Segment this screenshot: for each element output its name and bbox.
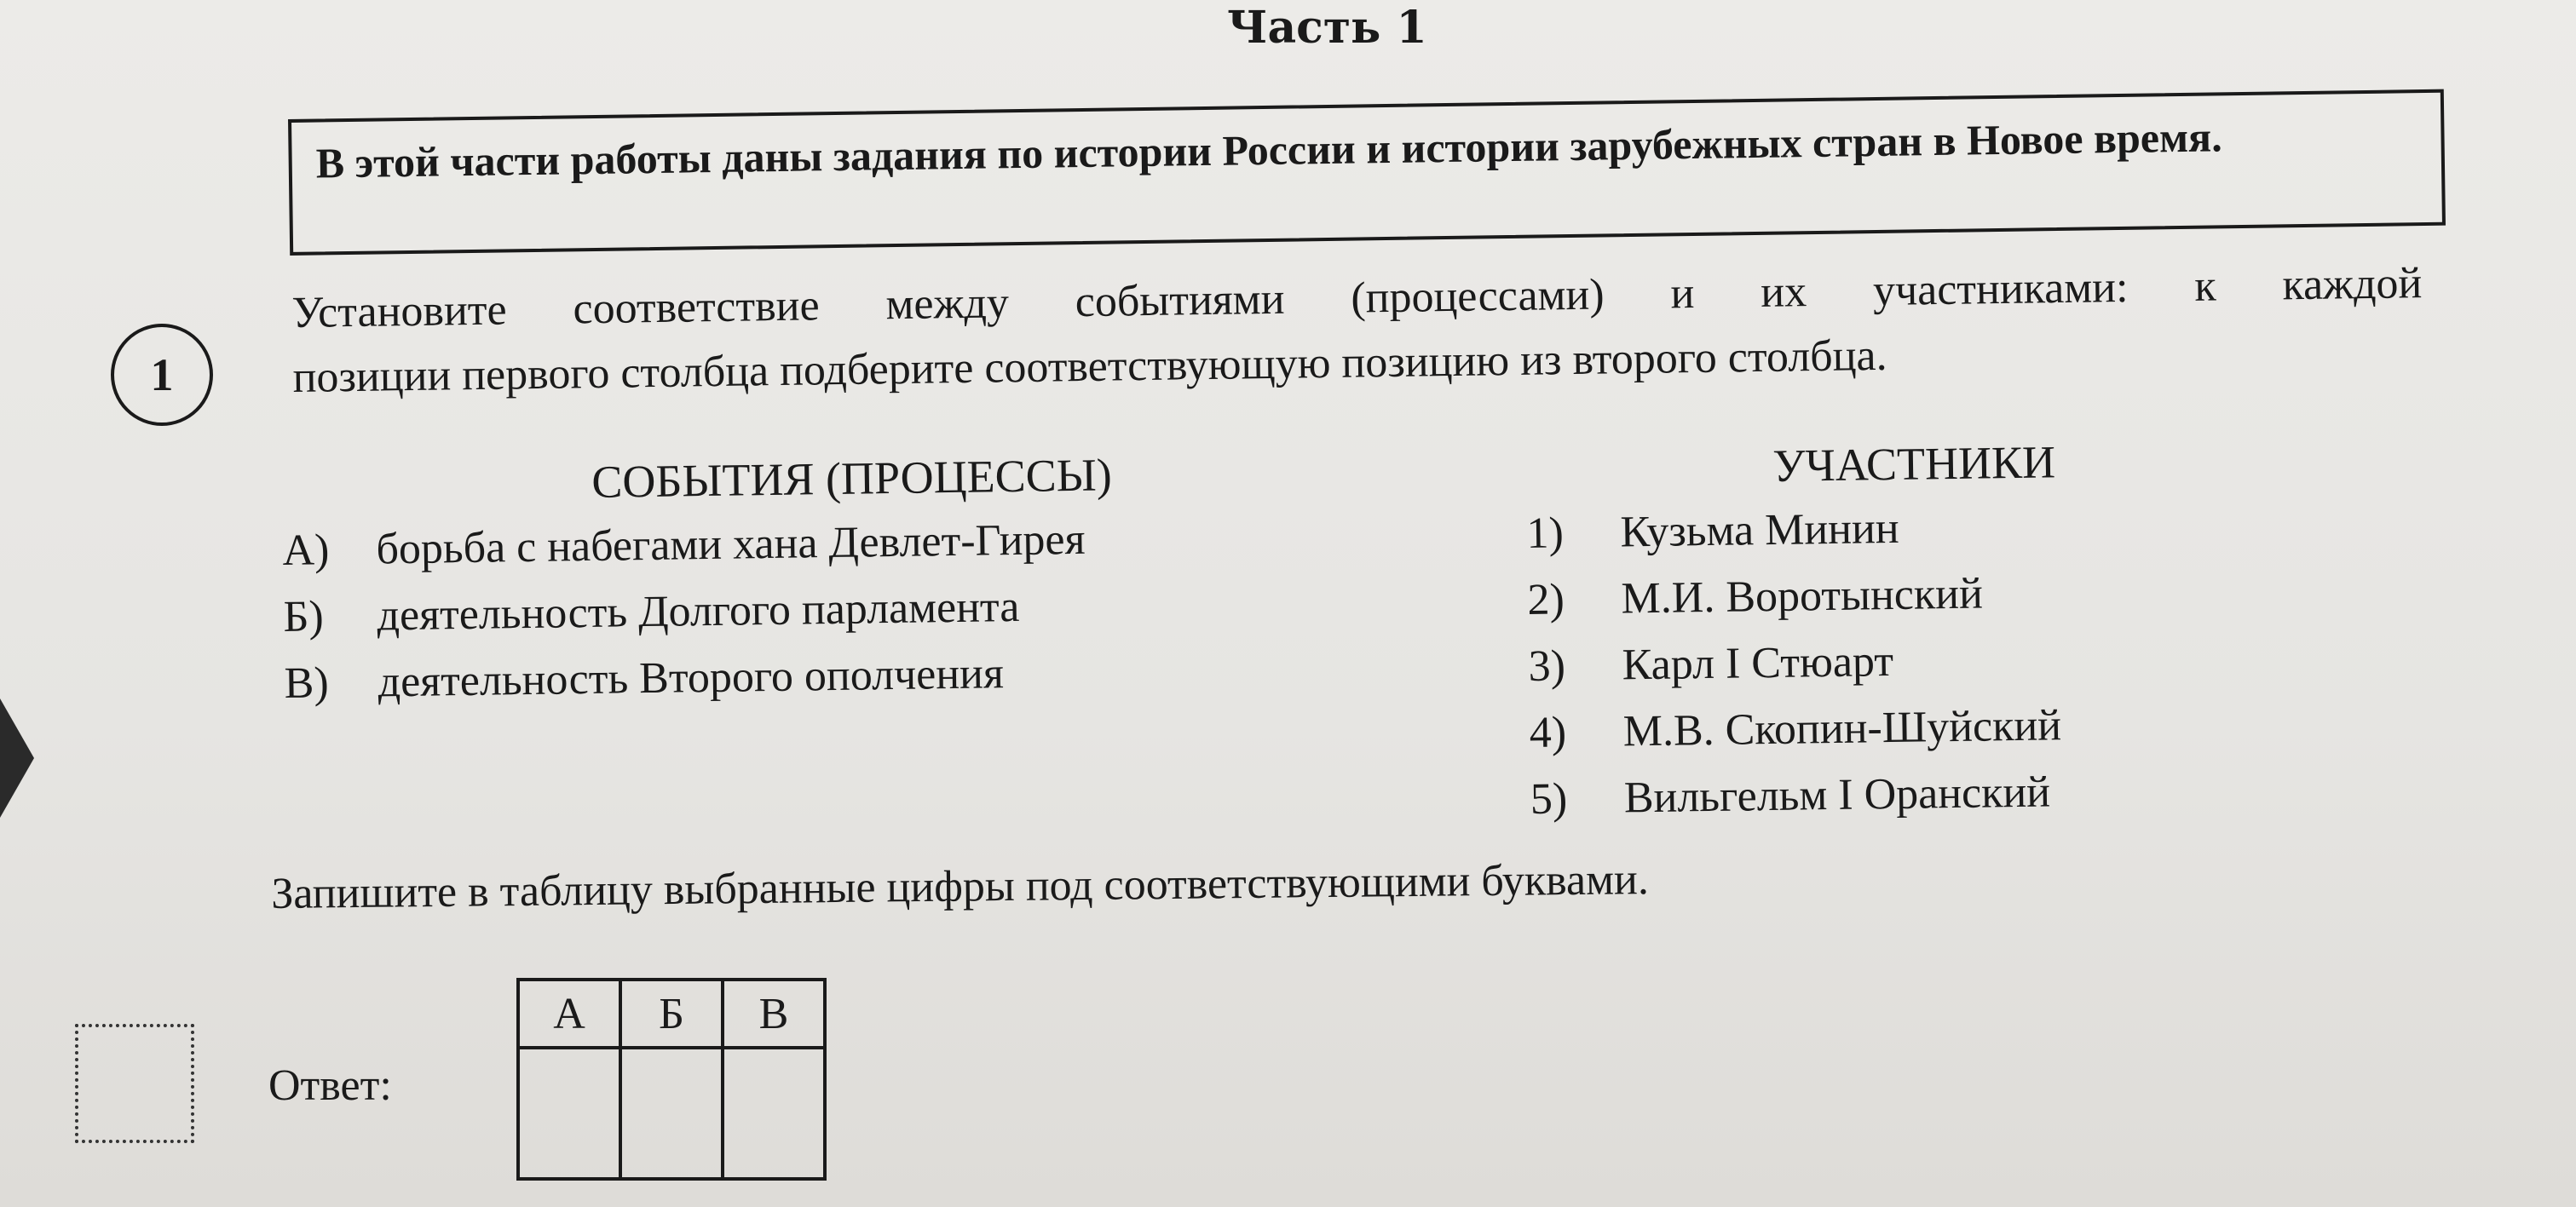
event-key: Б) xyxy=(283,592,325,641)
event-key: В) xyxy=(284,658,330,708)
answer-cell-v[interactable] xyxy=(723,1048,825,1179)
event-text: борьба с набегами хана Девлет-Гирея xyxy=(376,514,1086,574)
intro-box xyxy=(288,89,2446,256)
score-box xyxy=(75,1024,194,1143)
participant-key: 5) xyxy=(1530,774,1568,824)
answer-label: Ответ: xyxy=(268,1061,392,1110)
participant-item xyxy=(1528,623,2296,700)
event-text: деятельность Второго ополчения xyxy=(377,649,1005,707)
participant-key: 4) xyxy=(1529,708,1567,757)
participant-key: 2) xyxy=(1527,575,1565,624)
answer-cell-a[interactable] xyxy=(518,1048,620,1179)
participant-key: 3) xyxy=(1528,641,1566,691)
intro-text: В этой части работы даны задания по истории России и истории зарубежных стран в Новое время. xyxy=(315,112,2222,187)
participant-text: Карл I Стюарт xyxy=(1622,636,1894,690)
page-edge-marker xyxy=(0,698,34,818)
task-number-badge: 1 xyxy=(111,324,213,426)
events-column xyxy=(281,445,1307,717)
participants-heading: УЧАСТНИКИ xyxy=(1772,436,2056,491)
answer-header-row xyxy=(518,980,825,1048)
participant-text: М.И. Воротынский xyxy=(1621,569,1984,624)
event-key: А) xyxy=(282,526,330,575)
event-text: деятельность Долгого парламента xyxy=(377,582,1020,641)
part-title: Часть 1 xyxy=(1227,2,1427,54)
participant-text: М.В. Скопин-Шуйский xyxy=(1622,701,2062,756)
participant-item xyxy=(1529,689,2297,767)
participant-item xyxy=(1526,490,2294,567)
participants-column xyxy=(1525,432,2297,833)
participant-key: 1) xyxy=(1526,509,1565,558)
answer-column-a: А xyxy=(518,980,620,1048)
event-item xyxy=(284,636,1307,717)
participant-text: Вильгельм I Оранский xyxy=(1623,767,2051,823)
participant-text: Кузьма Минин xyxy=(1620,503,1900,557)
participant-item xyxy=(1527,556,2295,634)
answer-column-v: В xyxy=(723,980,825,1048)
task-text-line-1: Установите соответствие между событиями (процессами) и их участниками: к каждой xyxy=(291,259,2423,337)
participant-item xyxy=(1530,756,2297,833)
answer-column-b: Б xyxy=(620,980,723,1048)
task-text xyxy=(291,251,2423,411)
answer-input-row xyxy=(518,1048,825,1179)
instruction-text: Запишите в таблицу выбранные цифры под соответствующими буквами. xyxy=(271,855,1650,918)
answer-cell-b[interactable] xyxy=(620,1048,723,1179)
task-text-line-2: позиции первого столбца подберите соответствующую позицию из второго столбца. xyxy=(292,330,1887,402)
answer-table xyxy=(516,978,827,1181)
events-heading: СОБЫТИЯ (ПРОЦЕССЫ) xyxy=(591,449,1113,508)
